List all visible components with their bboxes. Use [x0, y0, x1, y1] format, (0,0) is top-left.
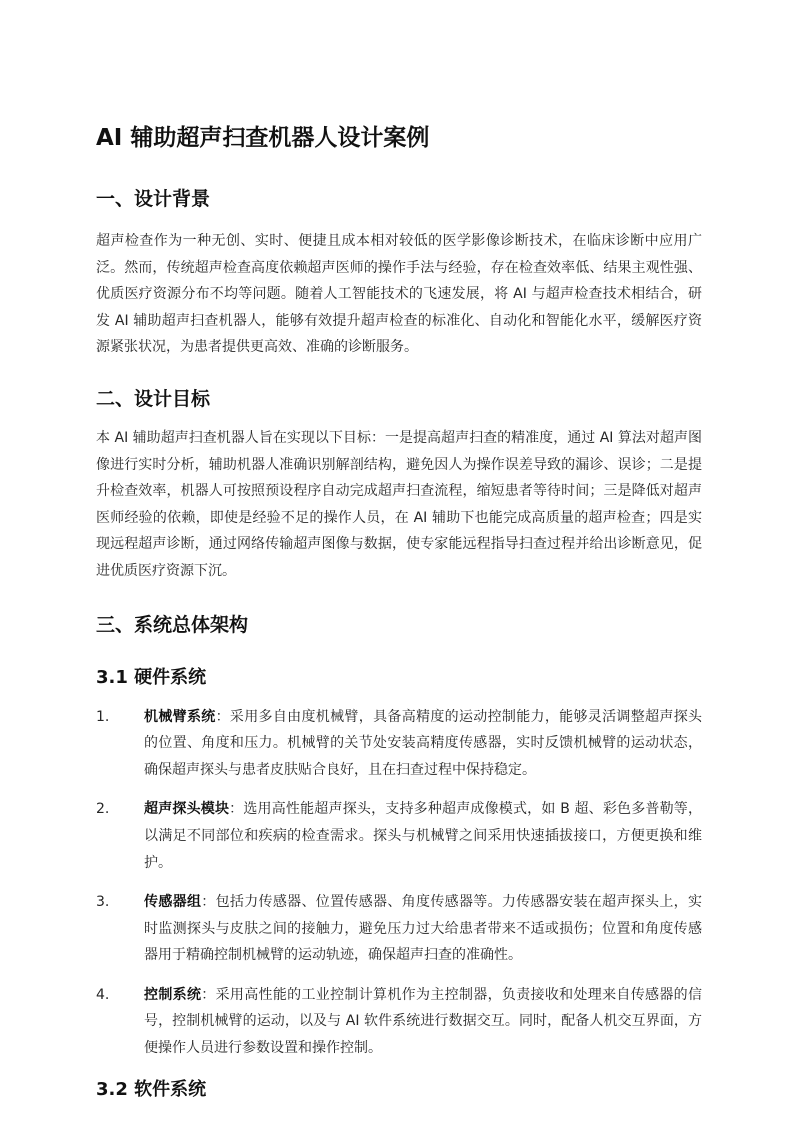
section-heading-background: 一、设计背景 [96, 188, 211, 210]
section-heading-architecture: 三、系统总体架构 [96, 613, 249, 636]
list-item-term: 传感器组 [144, 894, 202, 911]
hardware-list [96, 704, 702, 1062]
list-item-term: 机械臂系统 [144, 708, 216, 725]
list-item-text: ：选用高性能超声探头，支持多种超声成像模式，如 B 超、彩色多普勒等，以满足不同部位和疾病的检查需求。探头与机械臂之间采用快速插拔接口，方便更换和维护。 [144, 801, 702, 871]
list-item-term: 控制系统 [144, 986, 202, 1003]
paragraph-goals: 本 AI 辅助超声扫查机器人旨在实现以下目标：一是提高超声扫查的精准度，通过 AI 算法对超声图像进行实时分析，辅助机器人准确识别解剖结构，避免因人为操作误差导致的漏诊、误诊；二是提升检查效率，机器人可按照预设程序自动完成超声扫查流程，缩短患者等待时间；三是降低对超声医师经验的依赖，即使是经验不足的操作人员，在 AI 辅助下也能完成高质量的超声检查；四是实现远程超声诊断，通过网络传输超声图像与数据，使专家能远程指导扫查过程并给出诊断意见，促进优质医疗资源下沉。 [96, 429, 702, 579]
paragraph-background: 超声检查作为一种无创、实时、便捷且成本相对较低的医学影像诊断技术，在临床诊断中应用广泛。然而，传统超声检查高度依赖超声医师的操作手法与经验，存在检查效率低、结果主观性强、优质医疗资源分布不均等问题。随着人工智能技术的飞速发展，将 AI 与超声检查技术相结合，研发 AI 辅助超声扫查机器人，能够有效提升超声检查的标准化、自动化和智能化水平，缓解医疗资源紧张状况，为患者提供更高效、准确的诊断服务。 [96, 233, 702, 356]
list-item-term: 超声探头模块 [144, 801, 230, 818]
list-item-number: 4. [96, 986, 110, 1003]
list-item-text: ：采用多自由度机械臂，具备高精度的运动控制能力，能够灵活调整超声探头的位置、角度和压力。机械臂的关节处安装高精度传感器，实时反馈机械臂的运动状态，确保超声探头与患者皮肤贴合良好，且在扫查过程中保持稳定。 [144, 708, 703, 778]
section-heading-goals: 二、设计目标 [96, 387, 211, 410]
subsection-heading-hardware: 3.1 硬件系统 [96, 666, 207, 688]
document-content [96, 120, 702, 1104]
list-item [96, 796, 702, 876]
list-item [96, 704, 702, 784]
list-item-number: 3. [96, 894, 110, 911]
list-item-text: ：包括力传感器、位置传感器、角度传感器等。力传感器安装在超声探头上，实时监测探头与皮肤之间的接触力，避免压力过大给患者带来不适或损伤；位置和角度传感器用于精确控制机械臂的运动轨迹，确保超声扫查的准确性。 [144, 894, 703, 964]
list-item-text: ：采用高性能的工业控制计算机作为主控制器，负责接收和处理来自传感器的信号，控制机械臂的运动，以及与 AI 软件系统进行数据交互。同时，配备人机交互界面，方便操作人员进行参数设置和操作控制。 [144, 986, 703, 1057]
list-item-number: 1. [96, 708, 110, 725]
list-item-number: 2. [96, 801, 110, 818]
list-item [96, 982, 702, 1062]
document-title: AI 辅助超声扫查机器人设计案例 [96, 125, 430, 151]
list-item [96, 889, 702, 969]
subsection-heading-software: 3.2 软件系统 [96, 1078, 207, 1100]
